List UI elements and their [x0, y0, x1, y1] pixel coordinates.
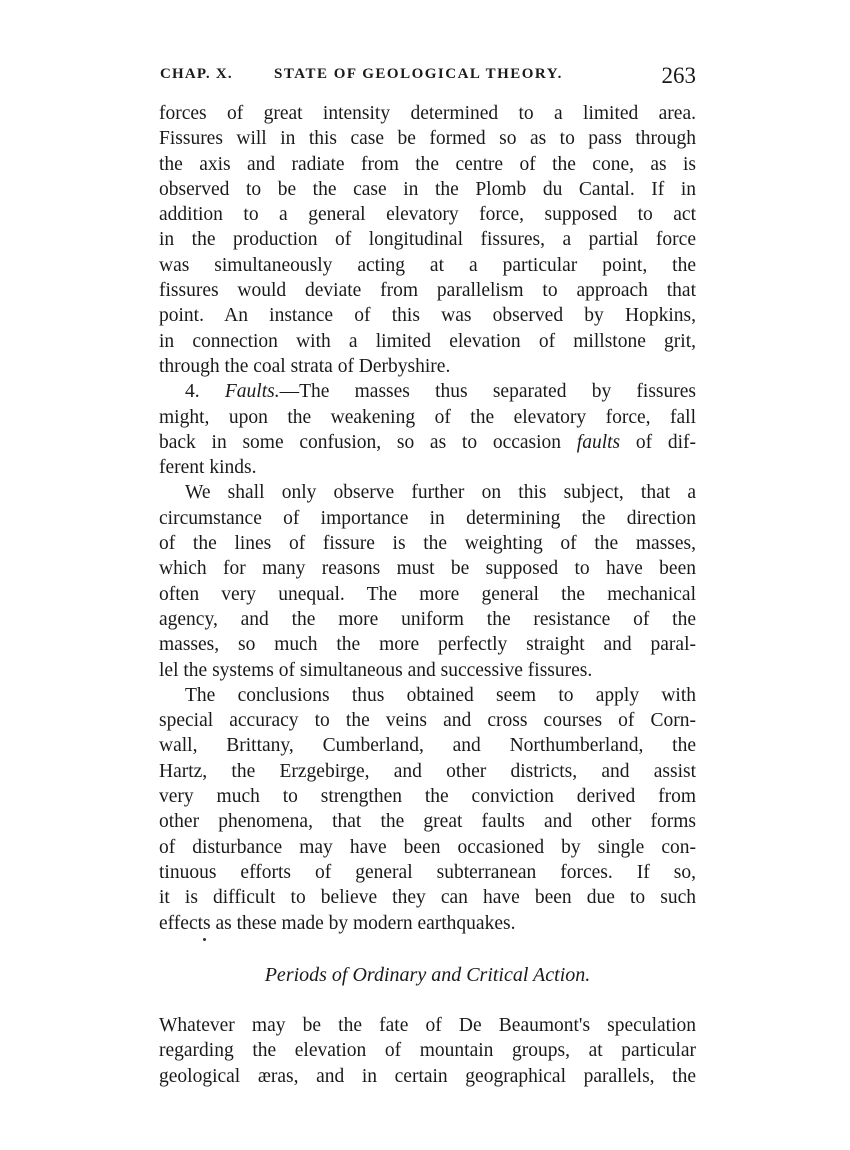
text-line: through the coal strata of Derbyshire. [159, 355, 451, 377]
text-line: We shall only observe further on this subject, that a [185, 482, 696, 504]
text-line: fissures would deviate from parallelism to approach that [159, 280, 696, 302]
text-line: wall, Brittany, Cumberland, and Northumberland, the [159, 735, 696, 757]
body-text-continued [159, 1013, 696, 1089]
text-line: circumstance of importance in determining the direction [159, 507, 696, 529]
faults-heading: Faults. [224, 381, 280, 403]
text-line: might, upon the weakening of the elevatory force, fall [159, 406, 696, 428]
text-line: tinuous efforts of general subterranean forces. If so, [159, 861, 696, 883]
text-fragment: back in some confusion, so as to occasion [159, 431, 577, 453]
text-line: addition to a general elevatory force, supposed to act [159, 204, 696, 226]
text-line: lel the systems of simultaneous and successive fissures. [159, 659, 593, 681]
text-line: of the lines of fissure is the weighting of the masses, [159, 533, 696, 555]
italic-faults: faults [576, 431, 621, 453]
text-line: which for many reasons must be supposed to have been [159, 558, 696, 580]
text-line: observed to be the case in the Plomb du Cantal. If in [159, 178, 696, 200]
text-line: effects as these made by modern earthquakes. [159, 912, 516, 934]
text-line: often very unequal. The more general the mechanical [159, 583, 696, 605]
running-title: STATE OF GEOLOGICAL THEORY. [274, 66, 563, 82]
chapter-label: CHAP. X. [160, 66, 233, 82]
paragraph-final [159, 1013, 696, 1089]
text-line: agency, and the more uniform the resistance of the [159, 608, 696, 630]
text-line: geological æras, and in certain geographical parallels, the [159, 1065, 696, 1087]
text-line: Whatever may be the fate of De Beaumont's speculation [159, 1015, 696, 1036]
text-line: very much to strengthen the conviction derived from [159, 786, 696, 808]
text-fragment: —The masses thus separated by fissures [279, 381, 696, 403]
paragraph-1 [159, 101, 696, 379]
text-line: in connection with a limited elevation of millstone grit, [159, 330, 696, 352]
text-line: it is difficult to believe they can have been due to such [159, 887, 696, 909]
printer-mark [203, 938, 206, 941]
text-line: regarding the elevation of mountain groups, at particular [159, 1040, 696, 1062]
text-line: point. An instance of this was observed by Hopkins, [159, 305, 696, 327]
text-line: in the production of longitudinal fissures, a partial force [159, 229, 696, 251]
paragraph-3 [159, 480, 696, 682]
page-number: 263 [661, 63, 696, 88]
text-line: special accuracy to the veins and cross courses of Corn- [159, 710, 696, 732]
text-line: of disturbance may have been occasioned by single con- [159, 836, 696, 858]
paragraph-4 [159, 683, 696, 936]
text-line: was simultaneously acting at a particular point, the [159, 254, 696, 276]
text-line [159, 430, 696, 455]
text-fragment: of dif- [620, 431, 696, 453]
text-line: The conclusions thus obtained seem to apply with [185, 684, 696, 706]
text-line: Fissures will in this case be formed so as to pass through [159, 128, 696, 150]
text-line: the axis and radiate from the centre of the cone, as is [159, 153, 696, 175]
text-line: masses, so much the more perfectly straight and paral- [159, 634, 696, 656]
text-line: ferent kinds. [159, 457, 257, 479]
section-number: 4. [185, 381, 225, 403]
text-line: forces of great intensity determined to a limited area. [159, 103, 696, 124]
section-heading: Periods of Ordinary and Critical Action. [264, 964, 591, 986]
body-text [159, 101, 696, 936]
running-head [160, 63, 696, 89]
text-line: Hartz, the Erzgebirge, and other districts, and assist [159, 760, 696, 782]
paragraph-faults [159, 379, 696, 480]
text-line: other phenomena, that the great faults and other forms [159, 811, 696, 833]
text-line [159, 379, 696, 404]
